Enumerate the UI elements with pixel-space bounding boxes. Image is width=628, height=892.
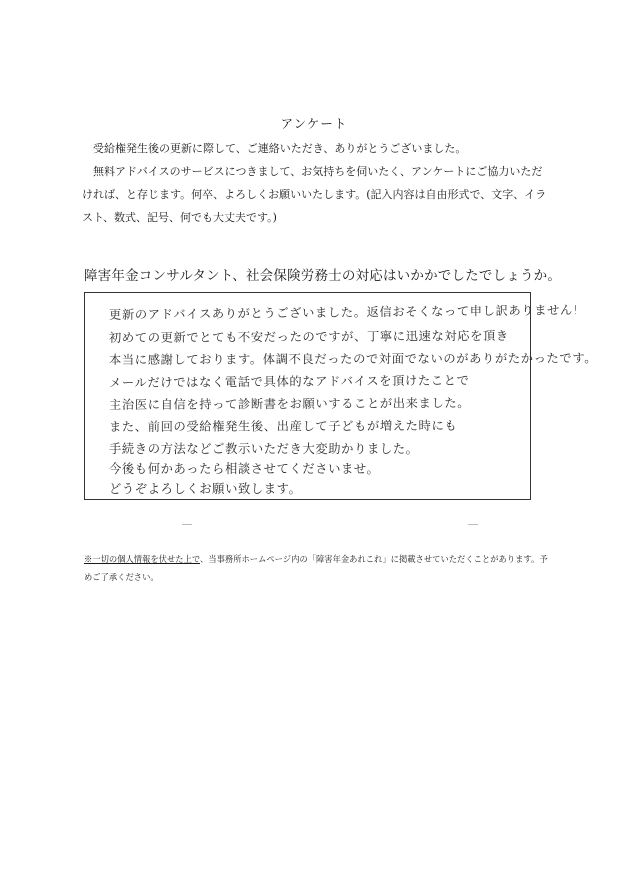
survey-title: アンケート	[280, 116, 348, 131]
answer-line-5: 主治医に自信を持って診断書をお願いすることが出来ました。	[108, 396, 471, 412]
intro-paragraph-1: 受給権発生後の更新に際して、ご連絡いただき、ありがとうございました。	[93, 142, 467, 155]
answer-line-2: 初めての更新でとても不安だったのですが、丁寧に迅速な対応を頂き	[108, 328, 509, 345]
intro-text	[82, 137, 552, 229]
answer-line-9: どうぞよろしくお願い致します。	[109, 482, 302, 496]
privacy-note-underlined: ※一切の個人情報を伏せた上で	[84, 554, 200, 564]
page-marks	[0, 524, 628, 528]
intro-paragraph-2: 無料アドバイスのサービスにつきまして、お気持ちを伺いたく、アンケートにご協力いただければ、と存じます。何卒、よろしくお願いいたします。(記入内容は自由形式で、文字、イラスト、数式、記号、何でも大丈夫です。)	[82, 165, 547, 224]
privacy-note-rest: 、当事務所ホームページ内の「障害年金あれこれ」に掲載させていただくことがあります。予めご了承ください。	[84, 554, 548, 582]
right-mark	[468, 524, 478, 525]
survey-question: 障害年金コンサルタント、社会保険労務士の対応はいかかでしたでしょうか。	[84, 268, 562, 284]
left-mark	[182, 524, 192, 525]
answer-line-1: 更新のアドバイスありがとうございました。返信おそくなって申し訳ありません!	[108, 303, 579, 322]
answer-line-3: 本当に感謝しております。体調不良だったので対面でないのがありがたかったです。	[108, 351, 598, 367]
handwritten-answer-box	[84, 292, 598, 500]
answer-line-6: また、前回の受給権発生後、出産して子どもが増えた時にも	[108, 418, 458, 434]
privacy-note	[84, 550, 549, 586]
answer-line-8: 今後も何かあったら相談させてくださいませ。	[109, 462, 380, 476]
answer-line-7: 手続きの方法などご教示いただき大変助かりました。	[109, 442, 419, 456]
answer-line-4: メールだけではなく電話で具体的なアドバイスを頂けたことで	[108, 373, 470, 390]
